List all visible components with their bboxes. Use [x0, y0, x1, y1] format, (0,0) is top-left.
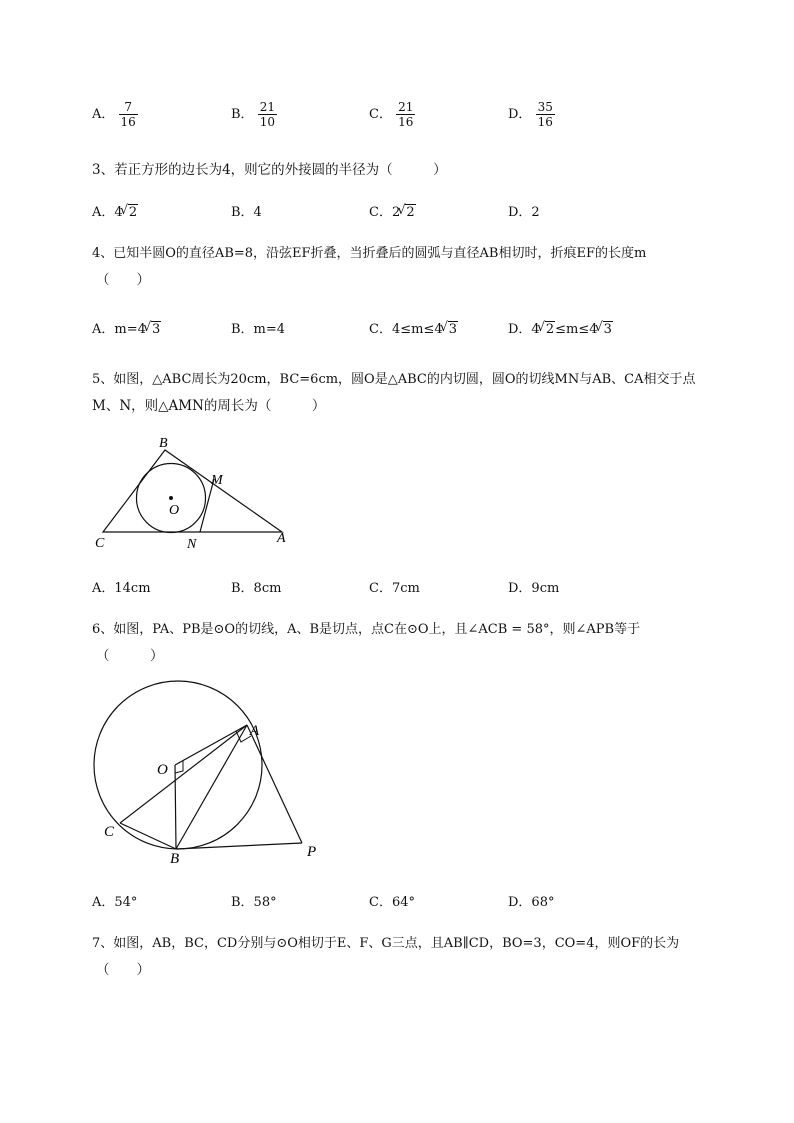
q6-figure: [88, 676, 328, 866]
label-c: C: [104, 824, 115, 840]
q2-option-d: D． $\frac{35}{16}$: [508, 100, 553, 129]
label-o: O: [157, 762, 168, 778]
q4-option-b: B．m=4: [231, 322, 286, 337]
label-o: O: [169, 503, 180, 518]
q4-option-d: D．4 √ 2≤m≤4 √ 3: [508, 318, 613, 337]
q3-option-d: D．2: [508, 205, 540, 220]
q5-option-a: A．14cm: [92, 581, 151, 596]
q4-option-a: A．m=4 √ 3: [92, 318, 161, 337]
q2-option-b: B． $\frac{21}{10}$: [231, 100, 275, 129]
q3-option-c: C．2 √ 2: [369, 201, 416, 220]
q3-option-a: A．4 √ 2: [92, 201, 138, 220]
label-c: C: [95, 536, 105, 551]
fraction: $\frac{35}{16}$: [537, 100, 553, 129]
fraction: $\frac{7}{16}$: [120, 100, 136, 129]
sqrt: √ 2: [545, 321, 555, 337]
triangle-abc: [103, 450, 282, 532]
chord-ca: [120, 725, 247, 823]
sqrt: √ 3: [603, 321, 613, 337]
q5-option-b: B．8cm: [231, 581, 282, 596]
sqrt: √ 2: [405, 204, 415, 220]
fraction: $\frac{21}{10}$: [259, 100, 275, 129]
q6-stem-line2: （ ）: [96, 648, 164, 664]
chord-cb: [120, 823, 176, 849]
circle-o: [94, 681, 262, 849]
q6-option-a: A．54°: [92, 895, 138, 910]
q3-option-b: B．4: [231, 205, 262, 220]
q5-figure: [90, 432, 300, 552]
q5-stem-line1: 5、如图，△ABC周长为20cm，BC=6cm，圆O是△ABC的内切圆，圆O的切线MN与AB、CA相交于点: [92, 372, 696, 387]
q4-stem-line2: （ ）: [96, 272, 150, 288]
sqrt: √ 2: [128, 204, 138, 220]
q6-option-b: B．58°: [231, 895, 277, 910]
q6-option-d: D．68°: [508, 895, 555, 910]
label-a: A: [250, 723, 260, 739]
q5-option-c: C．7cm: [369, 581, 420, 596]
label-a: A: [277, 531, 286, 546]
q6-stem-line1: 6、如图，PA、PB是⊙O的切线，A、B是切点，点C在⊙O上，且∠ACB = 58°，则∠APB等于: [92, 622, 641, 637]
fraction: $\frac{21}{16}$: [398, 100, 414, 129]
q5-stem-line2: M、N，则△AMN的周长为（ ）: [92, 398, 326, 414]
q6-option-c: C．64°: [369, 895, 415, 910]
q7-stem-line2: （ ）: [96, 962, 150, 978]
label-m: M: [211, 473, 223, 488]
sqrt: √ 3: [151, 321, 161, 337]
radius-ob: [175, 765, 176, 849]
sqrt: √ 3: [448, 321, 458, 337]
q5-option-d: D．9cm: [508, 581, 560, 596]
q2-option-a: A． $\frac{7}{16}$: [92, 100, 136, 129]
q3-stem: 3、若正方形的边长为4，则它的外接圆的半径为（ ）: [92, 162, 447, 178]
label-p: P: [307, 844, 317, 860]
q4-stem-line1: 4、已知半圆O的直径AB=8，沿弦EF折叠，当折叠后的圆弧与直径AB相切时，折痕EF的长度m: [92, 246, 647, 261]
q7-stem-line1: 7、如图，AB，BC，CD分别与⊙O相切于E、F、G三点，且AB∥CD，BO=3，CO=4，则OF的长为: [92, 936, 680, 951]
chord-ab: [176, 725, 247, 849]
label-n: N: [187, 537, 197, 552]
center-point-o: [169, 496, 173, 500]
tangent-pb: [176, 843, 302, 849]
q4-option-c: C．4≤m≤4 √ 3: [369, 318, 458, 337]
label-b: B: [159, 436, 168, 451]
label-b: B: [170, 851, 180, 866]
tangent-pa: [247, 725, 302, 843]
q2-option-c: C． $\frac{21}{16}$: [369, 100, 414, 129]
